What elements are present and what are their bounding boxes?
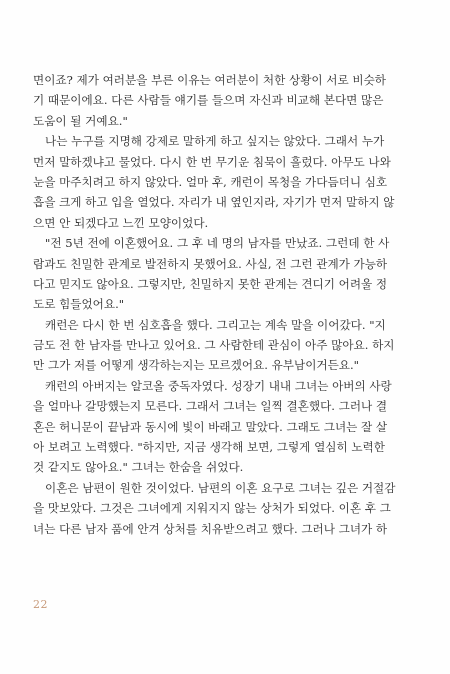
text-line: 면이죠? 제가 여러분을 부른 이유는 여러분이 처한 상황이 서로 비슷하 — [33, 73, 386, 87]
text-line: 캐런의 아버지는 알코올 중독자였다. 성장기 내내 그녀는 아버의 사랑 — [45, 378, 392, 393]
text-line: 눈을 마주치려고 하지 않았다. 얼마 후, 캐런이 목청을 가다듬더니 심호 — [33, 174, 388, 189]
text-line: 것 같지도 않아요." 그녀는 한숨을 쉬었다. — [33, 460, 244, 475]
text-line: 으면 안 되겠다고 느낀 모양이었다. — [33, 215, 209, 230]
text-line: 먼저 말하겠냐고 물었다. 다시 한 번 무기운 침묵이 흘렀다. 아무도 나와 — [33, 154, 391, 169]
text-line: 캐런은 다시 한 번 심호흡을 했다. 그리고는 계속 말을 이어갔다. "지 — [45, 317, 386, 332]
text-line: 나는 누구를 지명해 강제로 말하게 하고 싶지는 않았다. 그래서 누가 — [45, 134, 385, 149]
text-line: 기 때문이에요. 다른 사람들 얘기를 들으며 자신과 비교해 본다면 많은 — [33, 93, 384, 108]
text-line: 다고 믿지도 않아요. 그렇지만, 친밀하지 못한 관계는 견디기 어려울 정 — [33, 276, 388, 291]
body-text — [33, 70, 425, 539]
text-line: 녀는 다른 남자 품에 안겨 상처를 치유받으려고 했다. 그러나 그녀가 하 — [33, 521, 388, 536]
page-number: 22 — [33, 598, 48, 611]
text-line: 도로 힘들었어요." — [33, 297, 125, 312]
text-line: 을 얼마나 갈망했는지 모른다. 그래서 그녀는 일찍 결혼했다. 그러나 결 — [33, 399, 388, 414]
text-line: 람과도 친밀한 관계로 발전하지 못했어요. 사실, 전 그런 관계가 가능하 — [33, 256, 388, 271]
text-line: "전 5년 전에 이혼했어요. 그 후 네 명의 남자를 만났죠. 그런데 한 사 — [45, 236, 390, 251]
text-line: 도움이 될 거예요." — [33, 113, 128, 128]
text-line: 을 맛보았다. 그것은 그녀에게 지워지지 않는 상처가 되었다. 이혼 후 그 — [33, 501, 391, 516]
text-line: 만 그가 저를 어떻게 생각하는지는 모르겠어요. 유부남이거든요." — [33, 358, 360, 373]
text-line: 금도 전 한 남자를 만나고 있어요. 그 사람한테 관심이 아주 많아요. 하지 — [33, 338, 395, 353]
text-line: 혼은 허니문이 끝남과 동시에 빛이 바래고 말았다. 그래도 그녀는 잘 살 — [33, 419, 388, 434]
text-line: 흡을 크게 하고 입을 열었다. 자리가 내 옆인지라, 자기가 먼저 말하지 않 — [33, 195, 395, 210]
text-line: 이혼은 남편이 원한 것이었다. 남편의 이혼 요구로 그녀는 깊은 거절감 — [45, 480, 396, 495]
text-line: 아 보려고 노력했다. "하지만, 지금 생각해 보면, 그렇게 열심히 노력한 — [33, 440, 385, 455]
